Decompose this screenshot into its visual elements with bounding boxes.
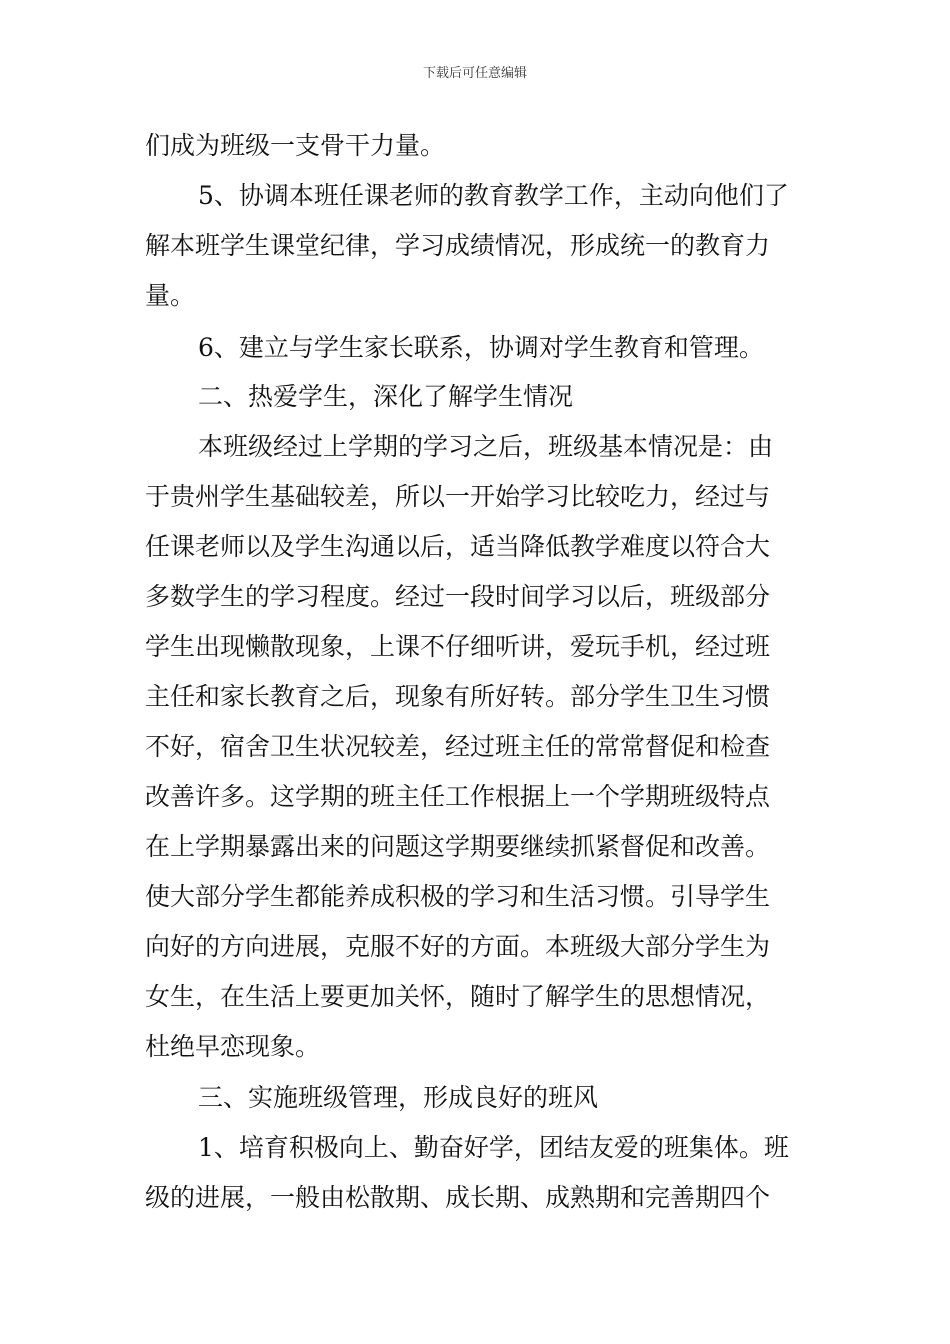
text-line: 本班级经过上学期的学习之后，班级基本情况是：由 bbox=[198, 432, 774, 461]
text-line: 女生，在生活上要更加关怀，随时了解学生的思想情况， bbox=[145, 982, 771, 1011]
text-line: 不好，宿舍卫生状况较差，经过班主任的常常督促和检查 bbox=[145, 732, 771, 761]
text-line: 在上学期暴露出来的问题这学期要继续抓紧督促和改善。 bbox=[145, 832, 771, 861]
text-line: 改善许多。这学期的班主任工作根据上一个学期班级特点 bbox=[145, 782, 771, 811]
text-line: 于贵州学生基础较差，所以一开始学习比较吃力，经过与 bbox=[145, 482, 771, 511]
text-line: 任课老师以及学生沟通以后，适当降低教学难度以符合大 bbox=[145, 532, 771, 561]
section-heading: 二、热爱学生，深化了解学生情况 bbox=[198, 382, 574, 411]
text-line: 6、建立与学生家长联系，协调对学生教育和管理。 bbox=[198, 333, 764, 362]
text-line: 1、培育积极向上、勤奋好学，团结友爱的班集体。班 bbox=[198, 1133, 789, 1162]
text-line: 多数学生的学习程度。经过一段时间学习以后，班级部分 bbox=[145, 582, 771, 611]
text-line: 杜绝早恋现象。 bbox=[145, 1032, 321, 1061]
text-line: 们成为班级一支骨干力量。 bbox=[145, 131, 446, 160]
text-line: 解本班学生课堂纪律，学习成绩情况，形成统一的教育力 bbox=[145, 231, 771, 260]
text-line: 向好的方向进展，克服不好的方面。本班级大部分学生为 bbox=[145, 932, 771, 961]
text-line: 学生出现懒散现象，上课不仔细听讲，爱玩手机，经过班 bbox=[145, 632, 771, 661]
text-line: 5、协调本班任课老师的教育教学工作，主动向他们了 bbox=[198, 181, 789, 210]
text-line: 使大部分学生都能养成积极的学习和生活习惯。引导学生 bbox=[145, 882, 771, 911]
text-line: 主任和家长教育之后，现象有所好转。部分学生卫生习惯 bbox=[145, 682, 771, 711]
text-line: 级的进展，一般由松散期、成长期、成熟期和完善期四个 bbox=[145, 1183, 771, 1212]
text-line: 量。 bbox=[145, 281, 196, 310]
section-heading: 三、实施班级管理，形成良好的班风 bbox=[198, 1083, 599, 1112]
page-header-note: 下载后可任意编辑 bbox=[422, 66, 527, 81]
